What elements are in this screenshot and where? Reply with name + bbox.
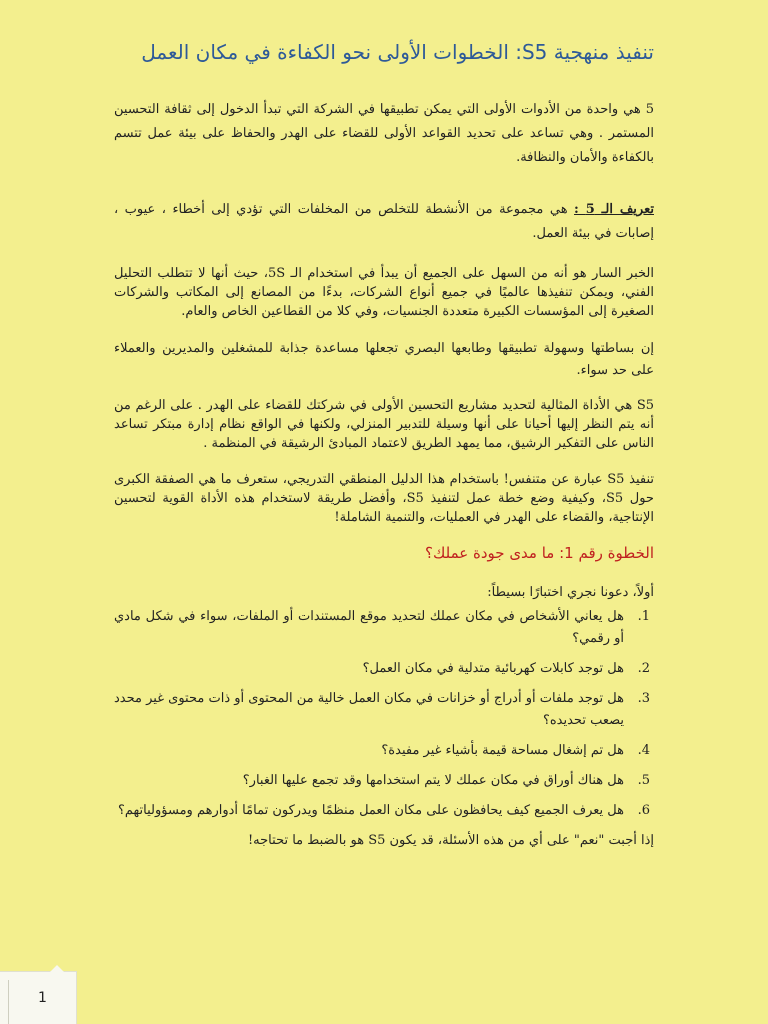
step-1-heading: الخطوة رقم 1: ما مدى جودة عملك؟ [425,544,654,562]
implementation-paragraph: تنفيذ S5 عبارة عن متنفس! باستخدام هذا الدليل المنطقي التدريجي، ستعرف ما هي الصفقة الكبرى حول S5، وكيفية وضع خطة عمل لتنفيذ S5، وأفضل طريقة لاستخدام هذه الأداة القوية لتحسين الإنتاجية، والقضاء على الهدر في العمليات، والتنمية الشاملة! [114,472,655,525]
definition-label: تعريف الـ 5 : [574,202,654,217]
question-text: هل تم إشغال مساحة قيمة بأشياء غير مفيدة؟ [381,743,624,758]
question-item [114,658,654,680]
ideal-tool-paragraph: S5 هي الأداة المثالية لتحديد مشاريع التحسين الأولى في شركتك للقضاء على الهدر . على الرغم من أنه يتم النظر إليها أحيانا على أنها وسيلة للتدبير المنزلي، ولكنها في الواقع نظام إدارة مبتكر تساعد الناس على التفكير الرشيق، مما يمهد الطريق لاعتماد المبادئ الرشيقة في المنظمة . [114,398,654,451]
question-text: هل توجد كابلات كهربائية متدلية في مكان العمل؟ [362,661,624,676]
question-text: هل يعرف الجميع كيف يحافظون على مكان العمل منظمًا ويدركون تمامًا أدوارهم ومسؤولياتهم؟ [118,803,624,818]
document-title: تنفيذ منهجية S5: الخطوات الأولى نحو الكفاءة في مكان العمل [141,40,654,64]
badge-notch [50,965,64,972]
question-item [114,800,654,822]
question-text: هل توجد ملفات أو أدراج أو خزانات في مكان العمل خالية من المحتوى أو ذات محتوى غير محدد يصعب تحديده؟ [114,691,624,728]
question-number: 3. [637,691,650,706]
question-number: 5. [637,773,650,788]
page-number: 1 [38,990,47,1006]
question-item [114,688,654,732]
quiz-intro: أولاً، دعونا نجري اختبارًا بسيطاً: [487,585,654,600]
definition-paragraph [114,198,654,246]
quiz-section [114,582,654,852]
question-number: 1. [637,609,650,624]
question-item [114,606,654,650]
question-item [114,740,654,762]
question-text: هل يعاني الأشخاص في مكان عملك لتحديد موقع المستندات أو الملفات، سواء في شكل مادي أو رقمي؟ [114,609,624,646]
page-number-badge [0,971,77,1024]
definition-text: هي مجموعة من الأنشطة للتخلص من المخلفات التي تؤدي إلى أخطاء ، عيوب ، إصابات في بيئة العمل. [114,202,654,241]
good-news-paragraph: الخبر السار هو أنه من السهل على الجميع أن يبدأ في استخدام الـ 5S، حيث أنها لا تتطلب التحليل الفني، ويمكن تنفيذها عالميًا في جميع أنواع الشركات، بدءًا من المصانع إلى المكاتب والشركات الصغيرة إلى المؤسسات الكبيرة متعددة الجنسيات، وفي كلا من القطاعين الخاص والعام. [114,266,654,319]
question-number: 6. [637,803,650,818]
question-number: 4. [637,743,650,758]
question-text: هل هناك أوراق في مكان عملك لا يتم استخدامها وقد تجمع عليها الغبار؟ [242,773,624,788]
quiz-conclusion: إذا أجبت "نعم" على أي من هذه الأسئلة، قد يكون S5 هو بالضبط ما تحتاجه! [247,833,654,848]
question-item [114,770,654,792]
intro-paragraph: 5 هي واحدة من الأدوات الأولى التي يمكن تطبيقها في الشركة التي تبدأ الدخول إلى ثقافة التحسين المستمر . وهي تساعد على تحديد القواعد الأولى للقضاء على الهدر والحفاظ على بيئة عمل تتسم بالكفاءة والأمان والنظافة. [114,102,654,165]
simplicity-paragraph: إن بساطتها وسهولة تطبيقها وطابعها البصري تجعلها مساعدة جذابة للمشغلين والمديرين والعملاء على حد سواء. [114,341,654,378]
question-number: 2. [637,661,650,676]
